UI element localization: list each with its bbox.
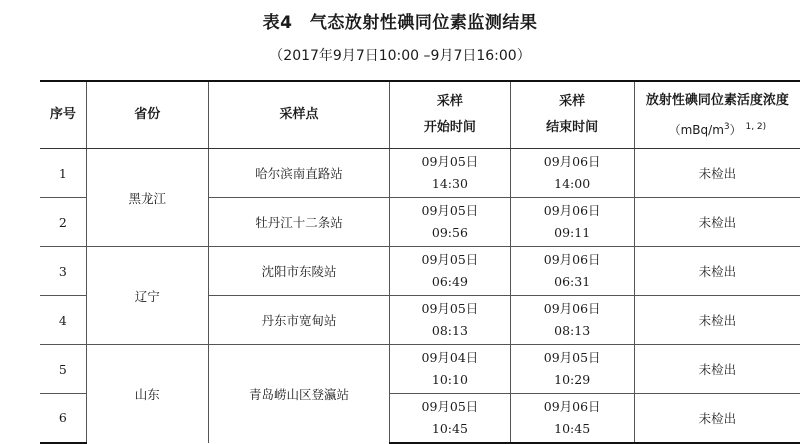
table-row (40, 149, 800, 198)
row-start-time (390, 394, 510, 443)
start-clock: 08:13 (431, 323, 468, 338)
start-date: 09月05日 (421, 252, 479, 267)
end-clock: 08:13 (554, 323, 591, 338)
header-start-time (390, 81, 510, 149)
header-conc-unit-exp: 3 (723, 121, 730, 132)
row-end-time (510, 296, 634, 345)
header-no: 序号 (40, 81, 86, 149)
row-no: 3 (40, 247, 86, 296)
row-start-time (390, 149, 510, 198)
header-conc-unit-close: ） (729, 122, 742, 137)
row-no: 1 (40, 149, 86, 198)
row-site: 青岛崂山区登瀛站 (208, 345, 390, 443)
end-date: 09月06日 (543, 154, 601, 169)
row-site: 丹东市宽甸站 (208, 296, 390, 345)
row-no: 6 (40, 394, 86, 443)
header-start-line1: 采样 (436, 94, 463, 109)
end-date: 09月06日 (543, 203, 601, 218)
row-no: 2 (40, 198, 86, 247)
start-date: 09月05日 (421, 398, 479, 414)
results-table (40, 80, 800, 444)
header-conc-line1: 放射性碘同位素活度浓度 (645, 92, 789, 108)
start-date: 09月05日 (421, 301, 479, 316)
row-site: 牡丹江十二条站 (208, 198, 390, 247)
start-clock: 14:30 (431, 176, 468, 191)
row-site: 哈尔滨南直路站 (208, 149, 390, 198)
header-site: 采样点 (208, 81, 390, 149)
header-end-line2: 结束时间 (546, 120, 599, 135)
header-concentration (634, 81, 800, 149)
header-start-line2: 开始时间 (423, 120, 476, 135)
header-conc-notes: 1, 2) (745, 121, 767, 132)
row-end-time (510, 149, 634, 198)
header-end-line1: 采样 (559, 94, 586, 109)
end-date: 09月06日 (543, 398, 601, 414)
end-clock: 14:00 (554, 176, 591, 191)
end-clock: 06:31 (554, 274, 591, 289)
header-conc-unit-line (635, 114, 800, 143)
table-header-row (40, 81, 800, 149)
row-result: 未检出 (634, 247, 800, 296)
row-start-time (390, 247, 510, 296)
end-date: 09月06日 (543, 252, 601, 267)
end-date: 09月05日 (543, 350, 601, 365)
start-clock: 06:49 (431, 274, 468, 289)
row-start-time (390, 345, 510, 394)
row-end-time (510, 394, 634, 443)
table-subtitle: （2017年9月7日10:00 –9月7日16:00） (269, 48, 531, 64)
row-start-time (390, 296, 510, 345)
end-clock: 10:29 (554, 372, 591, 387)
row-end-time (510, 345, 634, 394)
province-cell: 山东 (86, 345, 208, 443)
start-clock: 10:10 (431, 372, 468, 387)
header-end-time (510, 81, 634, 149)
row-start-time (390, 198, 510, 247)
row-result: 未检出 (634, 394, 800, 443)
header-province: 省份 (86, 81, 208, 149)
row-result: 未检出 (634, 149, 800, 198)
header-conc-unit: （mBq/m (668, 122, 724, 137)
province-cell: 黑龙江 (86, 149, 208, 247)
row-no: 4 (40, 296, 86, 345)
province-cell: 辽宁 (86, 247, 208, 345)
start-date: 09月05日 (421, 154, 479, 169)
row-result: 未检出 (634, 198, 800, 247)
row-result: 未检出 (634, 345, 800, 394)
start-date: 09月04日 (421, 350, 479, 365)
end-date: 09月06日 (543, 301, 601, 316)
end-clock: 10:45 (554, 420, 591, 436)
start-clock: 09:56 (431, 225, 468, 240)
start-clock: 10:45 (431, 420, 468, 436)
row-result: 未检出 (634, 296, 800, 345)
table-row (40, 247, 800, 296)
row-end-time (510, 247, 634, 296)
row-no: 5 (40, 345, 86, 394)
row-end-time (510, 198, 634, 247)
table-title: 表4 气态放射性碘同位素监测结果 (262, 13, 538, 33)
start-date: 09月05日 (421, 203, 479, 218)
table-row (40, 345, 800, 394)
end-clock: 09:11 (554, 225, 591, 240)
row-site: 沈阳市东陵站 (208, 247, 390, 296)
